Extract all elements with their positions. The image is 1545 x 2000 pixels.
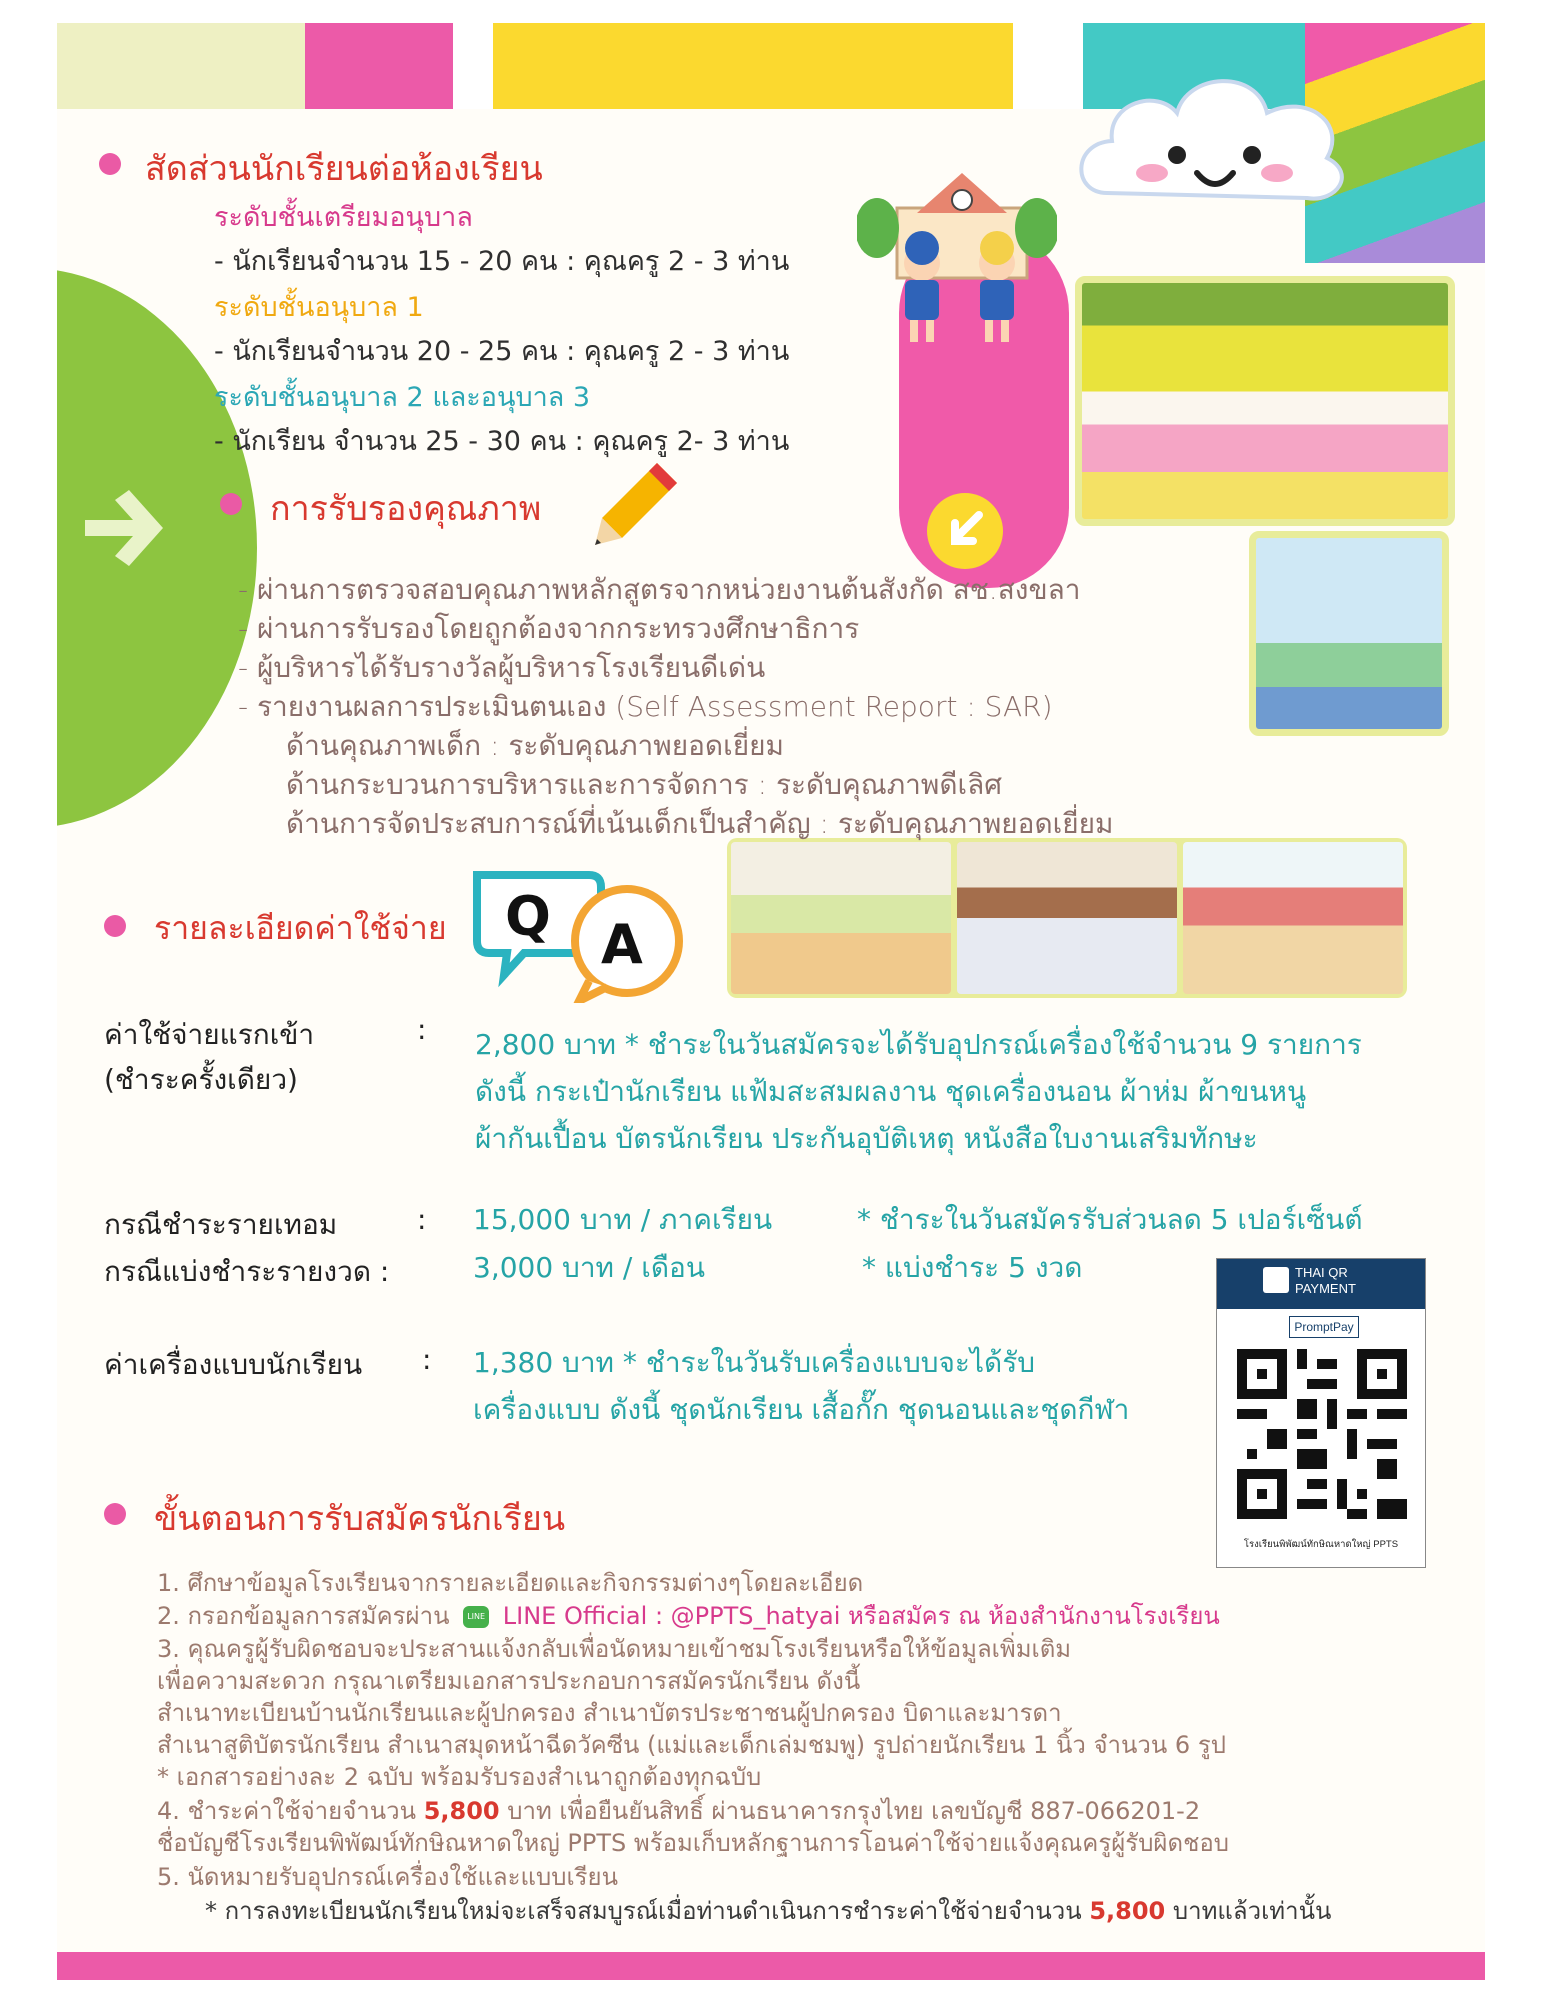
step-item: 3. คุณครูผู้รับผิดชอบจะประสานแจ้งกลับเพื่อนัดหมายเข้าชมโรงเรียนหรือให้ข้อมูลเพิ่มเติม bbox=[157, 1635, 1072, 1663]
arrow-right-icon bbox=[75, 478, 175, 578]
arrow-down-left-icon bbox=[927, 493, 1003, 569]
entry-fee-label: ค่าใช้จ่ายแรกเข้า bbox=[104, 1018, 315, 1051]
step-text: บาท เพื่อยืนยันสิทธิ์ ผ่านธนาคารกรุงไทย เลขบัญชี 887-066201-2 bbox=[507, 1797, 1201, 1825]
uniform-fee-label: ค่าเครื่องแบบนักเรียน bbox=[104, 1348, 363, 1381]
accreditation-sub-item: ด้านกระบวนการบริหารและการจัดการ : ระดับคุณภาพดีเลิศ bbox=[286, 768, 1003, 801]
expenses-title: รายละเอียดค่าใช้จ่าย bbox=[154, 909, 447, 947]
cloud-icon bbox=[1067, 63, 1357, 213]
school-icon bbox=[857, 168, 1057, 358]
note-text: * การลงทะเบียนนักเรียนใหม่จะเสร็จสมบูรณ์เมื่อท่านดำเนินการชำระค่าใช้จ่ายจำนวน bbox=[205, 1897, 1082, 1925]
qr-caption: โรงเรียนพิพัฒน์ทักษิณหาดใหญ่ PPTS bbox=[1243, 1539, 1399, 1550]
registration-note bbox=[205, 1891, 1331, 1930]
level-detail: - นักเรียนจำนวน 20 - 25 คน : คุณครู 2 - 3 ท่าน bbox=[214, 336, 790, 367]
qr-code-icon bbox=[1237, 1349, 1407, 1519]
entry-fee-line: ดังนี้ กระเป๋านักเรียน แฟ้มสะสมผลงาน ชุดเครื่องนอน ผ้าห่ม ผ้าขนหนู bbox=[475, 1075, 1307, 1108]
ratio-title: สัดส่วนนักเรียนต่อห้องเรียน bbox=[145, 149, 543, 189]
uniform-fee-line: เครื่องแบบ ดังนี้ ชุดนักเรียน เสื้อกั๊ก ชุดนอนและชุดกีฬา bbox=[473, 1393, 1130, 1426]
accreditation-item: - รายงานผลการประเมินตนเอง (Self Assessment Report : SAR) bbox=[238, 690, 1053, 723]
step-item: ชื่อบัญชีโรงเรียนพิพัฒน์ทักษิณหาดใหญ่ PPTS พร้อมเก็บหลักฐานการโอนค่าใช้จ่ายแจ้งคุณครูผู้รับผิดชอบ bbox=[157, 1829, 1230, 1857]
accreditation-item: - ผ่านการตรวจสอบคุณภาพหลักสูตรจากหน่วยงานต้นสังกัด สช.สงขลา bbox=[238, 573, 1081, 606]
level-name: ระดับชั้นอนุบาล 2 และอนุบาล 3 bbox=[214, 382, 591, 413]
accreditation-item: - ผู้บริหารได้รับรางวัลผู้บริหารโรงเรียนดีเด่น bbox=[238, 651, 766, 684]
level-detail: - นักเรียนจำนวน 15 - 20 คน : คุณครู 2 - 3 ท่าน bbox=[214, 246, 790, 277]
accreditation-title: การรับรองคุณภาพ bbox=[270, 489, 542, 529]
thai-qr-logo-icon bbox=[1263, 1267, 1289, 1293]
activity-photo bbox=[957, 842, 1177, 994]
term-payment-value: 15,000 บาท / ภาคเรียน bbox=[473, 1203, 773, 1236]
entry-fee-line: 2,800 บาท * ชำระในวันสมัครจะได้รับอุปกรณ์เครื่องใช้จำนวน 9 รายการ bbox=[475, 1028, 1362, 1061]
uniform-fee-line: 1,380 บาท * ชำระในวันรับเครื่องแบบจะได้รับ bbox=[473, 1346, 1036, 1379]
qr-header bbox=[1217, 1259, 1425, 1309]
term-payment-colon: : bbox=[417, 1203, 427, 1236]
accreditation-item: - ผ่านการรับรองโดยถูกต้องจากกระทรวงศึกษาธิการ bbox=[238, 612, 860, 645]
section-bullet bbox=[220, 493, 242, 515]
payment-amount: 5,800 bbox=[423, 1797, 500, 1825]
section-bullet bbox=[99, 153, 121, 175]
accreditation-sub-item: ด้านการจัดประสบการณ์ที่เน้นเด็กเป็นสำคัญ : ระดับคุณภาพยอดเยี่ยม bbox=[286, 807, 1114, 840]
installment-value: 3,000 บาท / เดือน bbox=[473, 1251, 705, 1284]
activity-photo-strip bbox=[727, 838, 1407, 998]
step-item: เพื่อความสะดวก กรุณาเตรียมเอกสารประกอบการสมัครนักเรียน ดังนี้ bbox=[157, 1667, 861, 1695]
child-painting-photo bbox=[1249, 531, 1449, 736]
qa-bubble-icon bbox=[469, 863, 699, 1003]
top-stripe-white bbox=[453, 23, 493, 109]
steps-title: ขั้นตอนการรับสมัครนักเรียน bbox=[154, 1499, 566, 1539]
note-text: บาทแล้วเท่านั้น bbox=[1172, 1897, 1332, 1925]
step-text: 2. กรอกข้อมูลการสมัครผ่าน bbox=[157, 1602, 450, 1630]
classroom-photo bbox=[1075, 276, 1455, 526]
step-item: สำเนาสูติบัตรนักเรียน สำเนาสมุดหน้าฉีดวัคซีน (แม่และเด็กเล่มชมพู) รูปถ่ายนักเรียน 1 นิ้ว จำนวน 6 รูป bbox=[157, 1731, 1226, 1759]
line-icon: LINE bbox=[463, 1606, 489, 1628]
step-item: สำเนาทะเบียนบ้านนักเรียนและผู้ปกครอง สำเนาบัตรประชาชนผู้ปกครอง บิดาและมารดา bbox=[157, 1699, 1062, 1727]
section-bullet bbox=[104, 1503, 126, 1525]
level-name: ระดับชั้นเตรียมอนุบาล bbox=[214, 202, 473, 233]
step-item: * เอกสารอย่างละ 2 ฉบับ พร้อมรับรองสำเนาถูกต้องทุกฉบับ bbox=[157, 1763, 762, 1791]
activity-photo bbox=[731, 842, 951, 994]
qa-q-letter: Q bbox=[505, 885, 551, 948]
step-item: 1. ศึกษาข้อมูลโรงเรียนจากรายละเอียดและกิจกรรมต่างๆโดยละเอียด bbox=[157, 1569, 864, 1597]
promptpay-badge: PromptPay bbox=[1289, 1316, 1359, 1338]
level-detail: - นักเรียน จำนวน 25 - 30 คน : คุณครู 2- 3 ท่าน bbox=[214, 426, 790, 457]
note-amount: 5,800 bbox=[1089, 1897, 1166, 1925]
installment-label: กรณีแบ่งชำระรายงวด : bbox=[104, 1255, 390, 1288]
bottom-bar bbox=[57, 1952, 1485, 1980]
step-item: 5. นัดหมายรับอุปกรณ์เครื่องใช้และแบบเรียน bbox=[157, 1863, 619, 1891]
entry-fee-line: ผ้ากันเปื้อน บัตรนักเรียน ประกันอุบัติเหตุ หนังสือใบงานเสริมทักษะ bbox=[475, 1122, 1258, 1155]
term-payment-label: กรณีชำระรายเทอม bbox=[104, 1208, 338, 1241]
step-text: 4. ชำระค่าใช้จ่ายจำนวน bbox=[157, 1797, 417, 1825]
brochure-page bbox=[57, 23, 1485, 1980]
uniform-fee-colon: : bbox=[422, 1343, 432, 1376]
qa-a-letter: A bbox=[601, 913, 643, 976]
entry-fee-sublabel: (ชำระครั้งเดียว) bbox=[104, 1063, 298, 1096]
qr-header-text bbox=[1295, 1265, 1356, 1297]
level-name: ระดับชั้นอนุบาล 1 bbox=[214, 292, 424, 323]
line-official-link[interactable]: LINE Official : @PPTS_hatyai bbox=[502, 1602, 841, 1630]
term-payment-note: * ชำระในวันสมัครรับส่วนลด 5 เปอร์เซ็นต์ bbox=[857, 1203, 1363, 1236]
entry-fee-colon: : bbox=[417, 1013, 427, 1046]
top-stripe-yellow bbox=[493, 23, 1013, 109]
top-stripe-cream bbox=[57, 23, 305, 109]
pencil-icon bbox=[587, 453, 687, 553]
top-stripe-pink bbox=[305, 23, 453, 109]
qr-header-line: THAI QR bbox=[1295, 1265, 1348, 1280]
section-bullet bbox=[104, 915, 126, 937]
accreditation-sub-item: ด้านคุณภาพเด็ก : ระดับคุณภาพยอดเยี่ยม bbox=[286, 729, 784, 762]
installment-note: * แบ่งชำระ 5 งวด bbox=[862, 1251, 1083, 1284]
qr-payment-card bbox=[1216, 1258, 1426, 1568]
activity-photo bbox=[1183, 842, 1403, 994]
qr-header-line: PAYMENT bbox=[1295, 1281, 1356, 1296]
step-text: หรือสมัคร ณ ห้องสำนักงานโรงเรียน bbox=[848, 1602, 1220, 1630]
